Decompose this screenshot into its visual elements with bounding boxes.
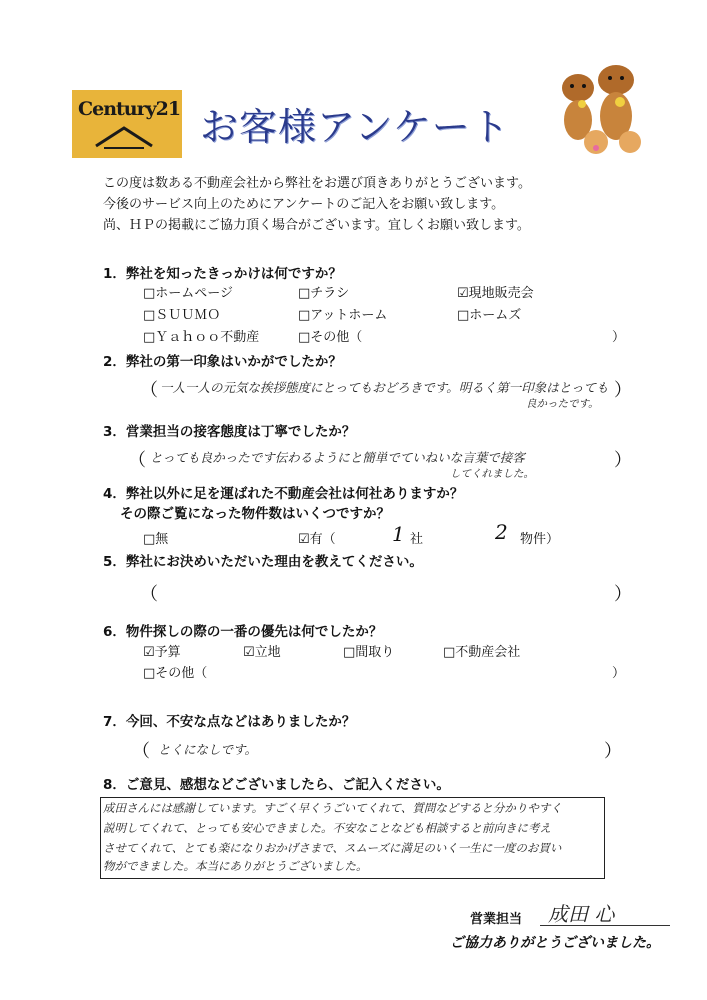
q4-companies-unit: 社 bbox=[410, 532, 424, 547]
intro-line-2: 今後のサービス向上のためにアンケートのご記入をお願い致します。 bbox=[103, 197, 505, 212]
q2-answer-line-2[interactable]: 良かったです。 bbox=[526, 398, 599, 410]
house-roof-icon bbox=[94, 124, 154, 150]
q1-option-flyer[interactable]: □チラシ bbox=[298, 286, 350, 301]
q4-question-line-2: その際ご覧になった物件数はいくつですか？ bbox=[120, 506, 390, 522]
sales-rep-label: 営業担当 bbox=[470, 912, 523, 927]
q5-open-paren: （ bbox=[140, 584, 158, 605]
q2-answer-line-1[interactable]: 一人一人の元気な挨拶態度にとってもおどろきです。明るく第一印象はとっても bbox=[160, 380, 609, 395]
q8-comment-line-4: 物ができました。本当にありがとうございました。 bbox=[103, 859, 368, 873]
q1-option-athome[interactable]: □アットホーム bbox=[298, 308, 388, 323]
q1-option-homes[interactable]: □ホームズ bbox=[457, 308, 522, 323]
q3-answer-line-1[interactable]: とっても良かったです伝わるようにと簡単でていねいな言葉で接客 bbox=[150, 450, 525, 465]
q2-close-paren: ） bbox=[614, 380, 632, 401]
q1-option-homepage[interactable]: □ホームページ bbox=[143, 286, 234, 301]
q1-option-suumo[interactable]: □ＳＵＵＭＯ bbox=[143, 308, 221, 323]
q3-answer-line-2[interactable]: してくれました。 bbox=[450, 468, 534, 480]
q6-option-other[interactable]: □その他（ bbox=[143, 666, 208, 681]
q8-comment-line-1: 成田さんには感謝しています。すごく早くうごいてくれて、質問などすると分かりやすく bbox=[103, 801, 562, 815]
q6-option-agency[interactable]: □不動産会社 bbox=[443, 645, 521, 660]
q4-properties-count[interactable]: 2 bbox=[495, 520, 508, 544]
q4-option-yes[interactable]: ☑有（ bbox=[298, 532, 336, 547]
q6-question: 6．物件探しの際の一番の優先は何でしたか？ bbox=[103, 624, 383, 640]
intro-line-3: 尚、ＨＰの掲載にご協力頂く場合がございます。宜しくお願い致します。 bbox=[103, 218, 530, 233]
q6-option-location[interactable]: ☑立地 bbox=[243, 645, 281, 660]
q8-comment-line-3: させてくれて、とても楽になりおかげさまで、スムーズに満足のいく一生に一度のお買い bbox=[103, 841, 562, 855]
q1-question: 1．弊社を知ったきっかけは何ですか？ bbox=[103, 266, 342, 282]
century21-logo bbox=[72, 90, 182, 158]
q6-option-layout[interactable]: □間取り bbox=[343, 645, 395, 660]
q6-other-close-paren: ） bbox=[612, 666, 626, 681]
intro-line-1: この度は数ある不動産会社から弊社をお選び頂きありがとうございます。 bbox=[103, 176, 531, 191]
q5-question: 5．弊社にお決めいただいた理由を教えてください。 bbox=[103, 554, 423, 570]
q8-question: 8．ご意見、感想などございましたら、ご記入ください。 bbox=[103, 777, 450, 793]
q7-open-paren: （ bbox=[132, 741, 150, 762]
q6-option-budget[interactable]: ☑予算 bbox=[143, 645, 181, 660]
q1-option-other[interactable]: □その他（ bbox=[298, 330, 363, 345]
closing-thanks: ご協力ありがとうございました。 bbox=[450, 935, 660, 951]
q1-option-yahoo[interactable]: □Ｙａｈｏｏ不動産 bbox=[143, 330, 260, 345]
q8-comment-line-2: 説明してくれて、とっても安心できました。不安なことなども相談すると前向きに考え bbox=[103, 821, 552, 835]
q7-close-paren: ） bbox=[604, 741, 622, 762]
logo-text: Century21 bbox=[78, 98, 181, 120]
q3-open-paren: （ bbox=[128, 450, 146, 471]
page-title: お客様アンケート bbox=[200, 105, 510, 149]
q1-other-close-paren: ） bbox=[612, 330, 626, 345]
q2-open-paren: （ bbox=[140, 380, 158, 401]
q4-properties-unit: 物件） bbox=[520, 532, 560, 547]
q3-close-paren: ） bbox=[614, 450, 632, 471]
q7-answer[interactable]: とくになしです。 bbox=[158, 742, 258, 757]
q4-question-line-1: 4．弊社以外に足を運ばれた不動産会社は何社ありますか？ bbox=[103, 486, 464, 502]
q7-question: 7．今回、不安な点などはありましたか？ bbox=[103, 714, 356, 730]
q3-question: 3．営業担当の接客態度は丁寧でしたか？ bbox=[103, 424, 356, 440]
q4-companies-count[interactable]: 1 bbox=[392, 522, 405, 546]
sales-rep-name[interactable]: 成田 心 bbox=[548, 902, 615, 926]
q1-option-onsite-sale[interactable]: ☑現地販売会 bbox=[457, 286, 534, 301]
sales-rep-underline bbox=[540, 925, 670, 926]
q4-option-none[interactable]: □無 bbox=[143, 532, 169, 547]
dog-mascot-icon bbox=[548, 58, 648, 158]
q2-question: 2．弊社の第一印象はいかがでしたか？ bbox=[103, 354, 342, 370]
q5-close-paren: ） bbox=[614, 584, 632, 605]
